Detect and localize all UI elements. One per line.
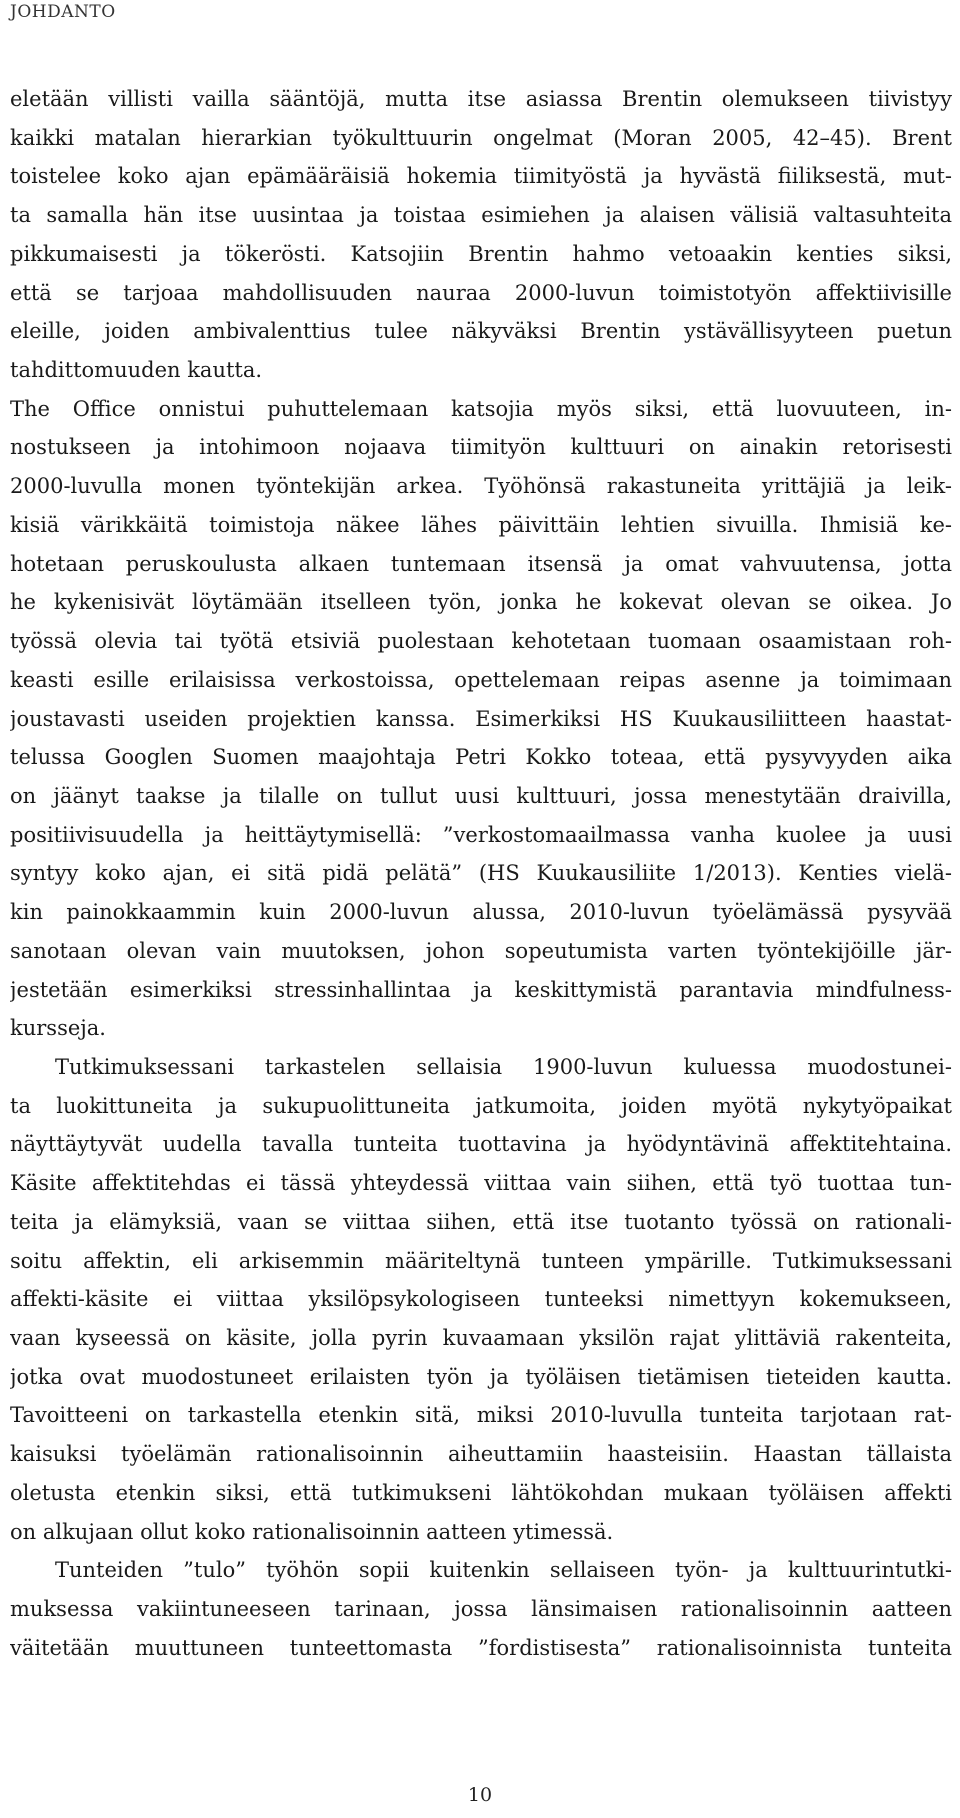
- text-line: oletusta etenkin siksi, että tutkimukseni lähtökohdan mukaan työläisen affekti: [10, 1480, 952, 1505]
- running-head: JOHDANTO: [10, 2, 116, 22]
- text-line: tahdittomuuden kautta.: [10, 358, 263, 383]
- text-line: Tunteiden ”tulo” työhön sopii kuitenkin sellaiseen työn- ja kulttuurintutki-: [55, 1558, 952, 1583]
- text-line: työssä olevia tai työtä etsiviä puolestaan kehotetaan tuomaan osaamistaan roh-: [10, 629, 952, 654]
- text-line: hotetaan peruskoulusta alkaen tuntemaan itsensä ja omat vahvuutensa, jotta: [10, 551, 952, 576]
- text-line: nostukseen ja intohimoon nojaava tiimityön kulttuuri on ainakin retorisesti: [10, 435, 952, 460]
- text-line: toistelee koko ajan epämääräisiä hokemia tiimityöstä ja hyvästä fiiliksestä, mut-: [10, 164, 952, 189]
- text-line: keasti esille erilaisissa verkostoissa, opettelemaan reipas asenne ja toimimaan: [10, 667, 952, 692]
- text-line: kisiä värikkäitä toimistoja näkee lähes päivittäin lehtien sivuilla. Ihmisiä ke-: [10, 512, 952, 537]
- text-line: positiivisuudella ja heittäytymisellä: ”verkostomaailmassa vanha kuolee ja uusi: [10, 822, 952, 847]
- text-line: Tutkimuksessani tarkastelen sellaisia 1900-luvun kuluessa muodostunei-: [55, 1054, 952, 1079]
- body-text: [10, 80, 952, 1667]
- text-line: näyttäytyvät uudella tavalla tunteita tuottavina ja hyödyntävinä affektitehtaina.: [10, 1132, 952, 1157]
- text-line: jestetään esimerkiksi stressinhallintaa ja keskittymistä parantavia mindfulness-: [10, 977, 952, 1002]
- text-line: ta luokittuneita ja sukupuolittuneita jatkumoita, joiden myötä nykytyöpaikat: [10, 1093, 952, 1118]
- text-line: affekti-käsite ei viittaa yksilöpsykologiseen tunteeksi nimettyyn kokemukseen,: [10, 1287, 952, 1312]
- text-line: sanotaan olevan vain muutoksen, johon sopeutumista varten työntekijöille jär-: [10, 938, 952, 963]
- text-line: kursseja.: [10, 1016, 106, 1041]
- text-line: kaikki matalan hierarkian työkulttuurin ongelmat (Moran 2005, 42–45). Brent: [10, 125, 952, 150]
- text-line: joustavasti useiden projektien kanssa. Esimerkiksi HS Kuukausiliitteen haastat-: [10, 706, 952, 731]
- text-line: kin painokkaammin kuin 2000-luvun alussa, 2010-luvun työelämässä pysyvää: [10, 900, 952, 925]
- text-line: The Office onnistui puhuttelemaan katsojia myös siksi, että luovuuteen, in-: [10, 396, 952, 421]
- text-line: on alkujaan ollut koko rationalisoinnin aatteen ytimessä.: [10, 1519, 614, 1544]
- text-line: teita ja elämyksiä, vaan se viittaa siihen, että itse tuotanto työssä on rationali-: [10, 1209, 952, 1234]
- text-line: jotka ovat muodostuneet erilaisten työn ja työläisen tietämisen tieteiden kautta.: [10, 1364, 952, 1389]
- text-line: Tavoitteeni on tarkastella etenkin sitä, miksi 2010-luvulla tunteita tarjotaan rat-: [10, 1403, 952, 1428]
- text-line: soitu affektin, eli arkisemmin määriteltynä tunteen ympärille. Tutkimuksessani: [10, 1248, 952, 1273]
- text-line: telussa Googlen Suomen maajohtaja Petri Kokko toteaa, että pysyvyyden aika: [10, 745, 952, 770]
- page-number: 10: [467, 1784, 493, 1806]
- text-line: 2000-luvulla monen työntekijän arkea. Työhönsä rakastuneita yrittäjiä ja leik-: [10, 474, 952, 499]
- text-line: ta samalla hän itse uusintaa ja toistaa esimiehen ja alaisen välisiä valtasuhteita: [10, 203, 952, 228]
- text-line: että se tarjoaa mahdollisuuden nauraa 2000-luvun toimistotyön affektiivisille: [10, 280, 952, 305]
- text-line: on jäänyt taakse ja tilalle on tullut uusi kulttuuri, jossa menestytään draivilla,: [10, 783, 952, 808]
- text-line: eleille, joiden ambivalenttius tulee näkyväksi Brentin ystävällisyyteen puetun: [10, 319, 952, 344]
- text-line: väitetään muuttuneen tunteettomasta ”fordistisesta” rationalisoinnista tunteita: [10, 1635, 952, 1660]
- text-line: he kykenisivät löytämään itselleen työn, jonka he kokevat olevan se oikea. Jo: [10, 590, 952, 615]
- text-line: Käsite affektitehdas ei tässä yhteydessä viittaa vain siihen, että työ tuottaa tun-: [10, 1171, 952, 1196]
- text-line: vaan kyseessä on käsite, jolla pyrin kuvaamaan yksilön rajat ylittäviä rakenteita,: [10, 1326, 952, 1350]
- text-line: eletään villisti vailla sääntöjä, mutta itse asiassa Brentin olemukseen tiivistyy: [10, 87, 952, 111]
- text-line: muksessa vakiintuneeseen tarinaan, jossa länsimaisen rationalisoinnin aatteen: [10, 1597, 952, 1622]
- text-line: syntyy koko ajan, ei sitä pidä pelätä” (HS Kuukausiliite 1/2013). Kenties vielä-: [10, 861, 952, 886]
- text-line: pikkumaisesti ja tökerösti. Katsojiin Brentin hahmo vetoaakin kenties siksi,: [10, 241, 952, 266]
- text-line: kaisuksi työelämän rationalisoinnin aiheuttamiin haasteisiin. Haastan tällaista: [10, 1442, 952, 1467]
